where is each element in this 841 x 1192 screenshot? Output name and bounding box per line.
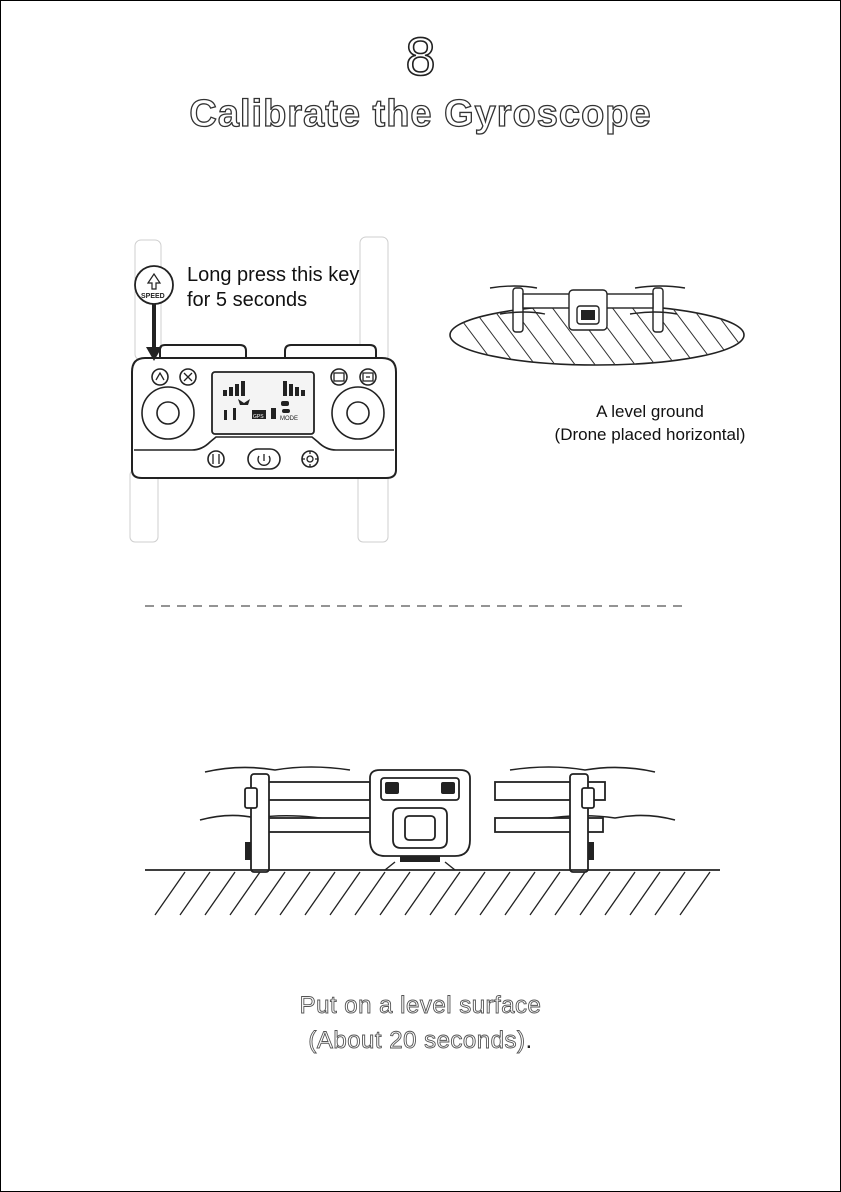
lcd-gps-label: GPS (253, 414, 264, 420)
footer-line-1: Put on a level surface (299, 992, 542, 1019)
footer-line-2-period: . (525, 1027, 533, 1054)
lcd-mode-label: MODE (280, 416, 298, 422)
page-title: Calibrate the Gyroscope (189, 93, 652, 135)
level-caption-line-1: A level ground (596, 402, 704, 421)
calibration-instruction (187, 263, 359, 313)
footer-line-2-wrap (0, 1023, 841, 1058)
step-number: 8 (405, 27, 436, 87)
level-ground-caption (460, 400, 840, 446)
level-ground-illustration (445, 278, 755, 388)
callout-line-1: Long press this key (187, 264, 360, 286)
callout-line-2: for 5 seconds (187, 289, 308, 311)
level-caption-line-2: (Drone placed horizontal) (554, 425, 746, 444)
drone-on-surface-illustration (145, 760, 725, 920)
footer-instruction (0, 988, 841, 1058)
dashed-separator (145, 604, 685, 608)
footer-line-2: (About 20 seconds) (308, 1027, 526, 1054)
speed-key-label: SPEED (141, 293, 165, 300)
